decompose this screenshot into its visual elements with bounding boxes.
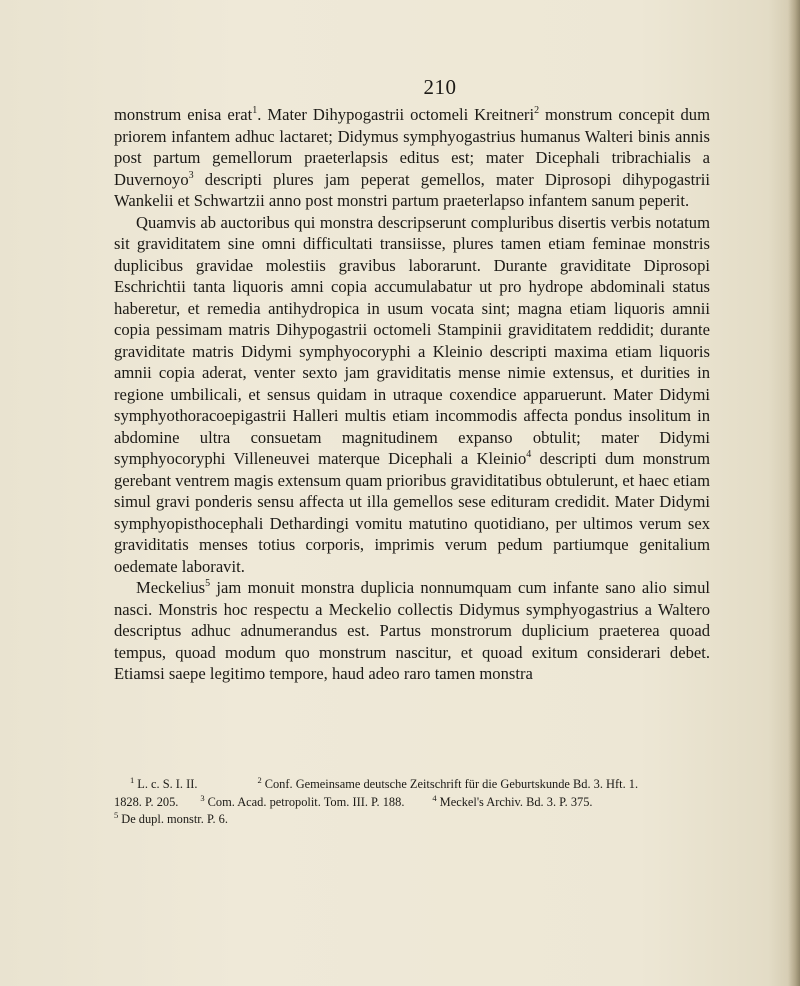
footnotes: [114, 776, 714, 829]
text-run: descripti plures jam peperat gemellos, mater Diprosopi dihypogastrii Wankelii et Schwartzii anno post monstri partum praeterlapso infantem sanum peperit.: [114, 169, 710, 210]
page-edge-shadow: [788, 0, 800, 986]
footnote-ref-4[interactable]: 4: [526, 449, 532, 460]
text-run: descripti dum monstrum gerebant ventrem magis extensum quam prioribus graviditatibus obtulerunt, et haec etiam simul gravi ponderis sensu affecta ut illa gemellos sese edituram credidit. Mater Didymi symphyopisthocephali Dethardingi vomitu matutino quotidiano, per ultimos verum sex graviditatis menses totius corporis, imprimis verum pedum partiumque genitalium oedemate laboravit.: [114, 449, 710, 576]
footnote-line: [114, 811, 714, 829]
paragraph-2: [114, 212, 710, 578]
footnote-number: 4: [432, 793, 437, 803]
paragraph-1: [114, 104, 710, 212]
footnote-ref-1[interactable]: 1: [252, 105, 258, 116]
footnote-number: 2: [257, 776, 262, 785]
text-run: . Mater Dihypogastrii octomeli Kreitneri: [257, 105, 535, 124]
footnote-text: Meckel's Archiv. Bd. 3. P. 375.: [439, 794, 593, 809]
footnote-line: [114, 794, 714, 812]
body-text: [114, 104, 710, 685]
footnote-text: De dupl. monstr. P. 6.: [121, 812, 228, 826]
text-run: jam monuit monstra duplicia nonnumquam cum infante sano alio simul nasci. Monstris hoc respectu a Meckelio collectis Didymus symphyogastrius a Waltero descriptus adhuc adnumerandus est. Partus monstrorum duplicium praeterea quoad tempus, quoad modum quo monstrum nascitur, et quoad exitum considerari debet. Etiamsi saepe legitimo tempore, haud adeo raro tamen monstra: [114, 578, 710, 683]
footnote-number: 1: [130, 776, 135, 785]
footnote-line: [114, 776, 714, 794]
footnote-ref-2[interactable]: 2: [534, 105, 540, 116]
footnote-number: 3: [200, 793, 205, 803]
footnote-ref-5[interactable]: 5: [205, 578, 211, 589]
footnote-text: Com. Acad. petropolit. Tom. III. P. 188.: [207, 794, 405, 809]
text-run: Meckelius: [136, 578, 206, 597]
footnote-text: Conf. Gemeinsame deutsche Zeitschrift für die Geburtskunde Bd. 3. Hft. 1.: [264, 777, 639, 791]
text-run: monstrum enisa erat: [114, 105, 253, 124]
footnote-ref-3[interactable]: 3: [188, 169, 194, 181]
paragraph-3: [114, 577, 710, 685]
footnote-text: 1828. P. 205.: [114, 794, 179, 809]
footnote-number: 5: [114, 811, 119, 820]
text-run: Quamvis ab auctoribus qui monstra descripserunt compluribus disertis verbis notatum sit graviditatem sine omni difficultati transiisse, plures tamen etiam feminae monstris duplicibus gravidae molestiis gravibus laborarunt. Durante graviditate Diprosopi Eschrichtii tanta liquoris amni copia accumulabatur ut pro hydrope abdominali status haberetur, et remedia antihydropica in usum vocata sint; magna etiam liquoris amnii copia pessimam matris Dihypogastrii octomeli Stampinii graviditatem reddidit; durante graviditate matris Didymi symphyocoryphi a Kleinio descripti maxima etiam liquoris amnii copia aderat, venter sexto jam graviditatis mense nimie extensus, et durities in regione umbilicali, et sensus quidam in utraque coxendice apparuerunt. Mater Didymi symphyothoracoepigastrii Halleri multis etiam incommodis affecta pondus insolitum in abdomine ultra consuetam magnitudinem expanso obtulit; mater Didymi symphyocoryphi Villeneuvei materque Dicephali a Kleinio: [114, 212, 710, 468]
text-run: monstrum concepit dum priorem infantem adhuc lactaret; Didymus symphyogastrius humanus Walteri binis annis post partum gemellorum praeterlapsis editus est; mater Dicephali tribrachialis a Duvernoyo: [114, 105, 710, 189]
page-number: 210: [423, 75, 457, 99]
footnote-text: L. c. S. I. II.: [137, 777, 198, 791]
